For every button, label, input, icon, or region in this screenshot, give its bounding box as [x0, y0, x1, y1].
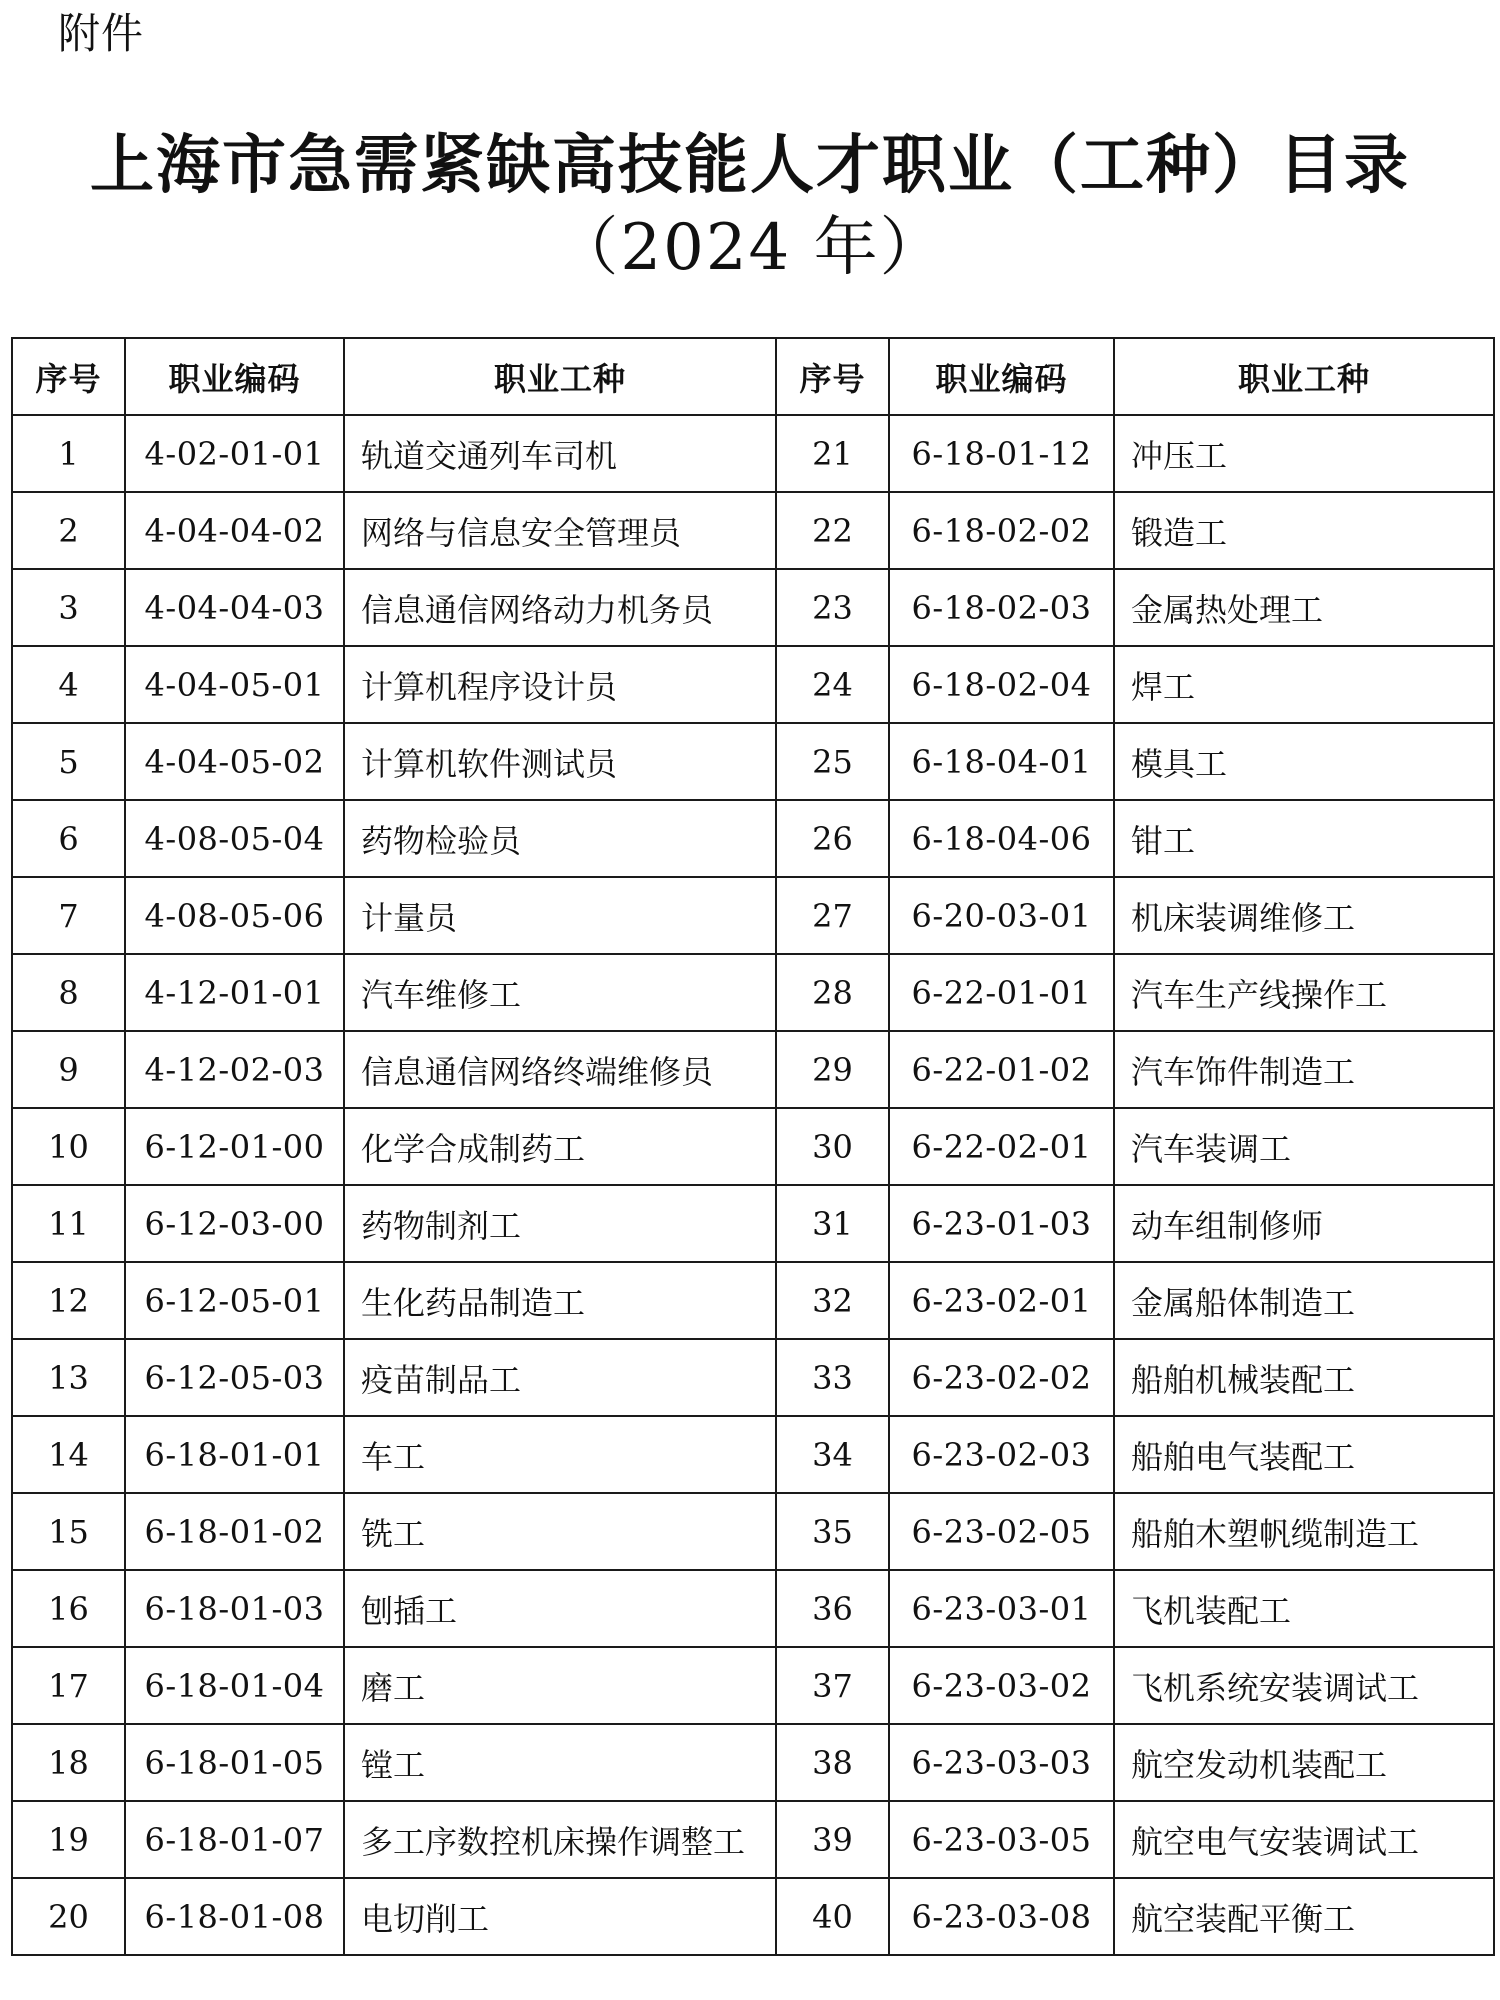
seq-cell: 21: [776, 415, 889, 492]
seq-cell: 12: [12, 1262, 125, 1339]
occupation-cell: 航空装配平衡工: [1114, 1878, 1494, 1955]
code-cell: 6-22-01-01: [889, 954, 1114, 1031]
table-row: [12, 1185, 1494, 1262]
seq-cell: 15: [12, 1493, 125, 1570]
occupation-cell: 车工: [344, 1416, 776, 1493]
code-cell: 6-12-01-00: [125, 1108, 344, 1185]
header-occupation-left: 职业工种: [344, 338, 776, 415]
table-row: [12, 415, 1494, 492]
seq-cell: 26: [776, 800, 889, 877]
table-row: [12, 569, 1494, 646]
seq-cell: 36: [776, 1570, 889, 1647]
occupation-cell: 计算机软件测试员: [344, 723, 776, 800]
occupation-cell: 轨道交通列车司机: [344, 415, 776, 492]
code-cell: 4-12-02-03: [125, 1031, 344, 1108]
occupation-cell: 船舶电气装配工: [1114, 1416, 1494, 1493]
table-row: [12, 723, 1494, 800]
document-title: [0, 126, 1500, 288]
seq-cell: 40: [776, 1878, 889, 1955]
seq-cell: 22: [776, 492, 889, 569]
seq-cell: 14: [12, 1416, 125, 1493]
seq-cell: 29: [776, 1031, 889, 1108]
table-row: [12, 492, 1494, 569]
seq-cell: 28: [776, 954, 889, 1031]
title-year: （2024 年）: [554, 211, 946, 285]
code-cell: 6-22-02-01: [889, 1108, 1114, 1185]
table-row: [12, 1801, 1494, 1878]
seq-cell: 24: [776, 646, 889, 723]
occupation-cell: 焊工: [1114, 646, 1494, 723]
occupation-cell: 化学合成制药工: [344, 1108, 776, 1185]
seq-cell: 23: [776, 569, 889, 646]
header-code-left: 职业编码: [125, 338, 344, 415]
occupation-cell: 模具工: [1114, 723, 1494, 800]
table-body: [12, 415, 1494, 1955]
header-seq-right: 序号: [776, 338, 889, 415]
code-cell: 6-18-01-01: [125, 1416, 344, 1493]
seq-cell: 6: [12, 800, 125, 877]
code-cell: 6-18-01-07: [125, 1801, 344, 1878]
seq-cell: 5: [12, 723, 125, 800]
code-cell: 6-23-03-01: [889, 1570, 1114, 1647]
table-row: [12, 1339, 1494, 1416]
code-cell: 6-18-02-04: [889, 646, 1114, 723]
occupation-cell: 铣工: [344, 1493, 776, 1570]
code-cell: 6-22-01-02: [889, 1031, 1114, 1108]
code-cell: 6-20-03-01: [889, 877, 1114, 954]
occupation-cell: 多工序数控机床操作调整工: [344, 1801, 776, 1878]
code-cell: 6-18-01-03: [125, 1570, 344, 1647]
seq-cell: 20: [12, 1878, 125, 1955]
table-row: [12, 646, 1494, 723]
occupation-cell: 机床装调维修工: [1114, 877, 1494, 954]
occupation-cell: 刨插工: [344, 1570, 776, 1647]
code-cell: 6-23-02-02: [889, 1339, 1114, 1416]
seq-cell: 7: [12, 877, 125, 954]
seq-cell: 10: [12, 1108, 125, 1185]
occupation-cell: 汽车生产线操作工: [1114, 954, 1494, 1031]
occupation-cell: 汽车饰件制造工: [1114, 1031, 1494, 1108]
seq-cell: 38: [776, 1724, 889, 1801]
table-row: [12, 1108, 1494, 1185]
occupation-cell: 磨工: [344, 1647, 776, 1724]
code-cell: 4-12-01-01: [125, 954, 344, 1031]
attachment-label: 附件: [58, 9, 145, 58]
occupation-cell: 动车组制修师: [1114, 1185, 1494, 1262]
code-cell: 6-18-01-05: [125, 1724, 344, 1801]
seq-cell: 4: [12, 646, 125, 723]
seq-cell: 11: [12, 1185, 125, 1262]
table-row: [12, 1724, 1494, 1801]
code-cell: 4-04-04-02: [125, 492, 344, 569]
code-cell: 6-12-05-03: [125, 1339, 344, 1416]
occupation-cell: 冲压工: [1114, 415, 1494, 492]
code-cell: 6-23-02-03: [889, 1416, 1114, 1493]
header-code-right: 职业编码: [889, 338, 1114, 415]
occupation-cell: 航空发动机装配工: [1114, 1724, 1494, 1801]
seq-cell: 1: [12, 415, 125, 492]
header-seq-left: 序号: [12, 338, 125, 415]
code-cell: 6-23-01-03: [889, 1185, 1114, 1262]
occupation-cell: 金属船体制造工: [1114, 1262, 1494, 1339]
table-row: [12, 1416, 1494, 1493]
occupation-cell: 电切削工: [344, 1878, 776, 1955]
code-cell: 6-23-03-02: [889, 1647, 1114, 1724]
code-cell: 6-23-02-01: [889, 1262, 1114, 1339]
table-row: [12, 1570, 1494, 1647]
occupation-cell: 镗工: [344, 1724, 776, 1801]
code-cell: 6-23-03-03: [889, 1724, 1114, 1801]
code-cell: 6-12-03-00: [125, 1185, 344, 1262]
code-cell: 6-18-01-02: [125, 1493, 344, 1570]
seq-cell: 16: [12, 1570, 125, 1647]
table-row: [12, 877, 1494, 954]
occupation-cell: 信息通信网络动力机务员: [344, 569, 776, 646]
table-row: [12, 954, 1494, 1031]
seq-cell: 33: [776, 1339, 889, 1416]
code-cell: 4-04-05-01: [125, 646, 344, 723]
seq-cell: 3: [12, 569, 125, 646]
table-row: [12, 800, 1494, 877]
code-cell: 6-18-02-02: [889, 492, 1114, 569]
seq-cell: 13: [12, 1339, 125, 1416]
occupation-cell: 锻造工: [1114, 492, 1494, 569]
code-cell: 6-23-03-05: [889, 1801, 1114, 1878]
occupation-cell: 钳工: [1114, 800, 1494, 877]
code-cell: 6-18-01-12: [889, 415, 1114, 492]
code-cell: 6-18-01-08: [125, 1878, 344, 1955]
occupation-cell: 药物制剂工: [344, 1185, 776, 1262]
code-cell: 4-04-04-03: [125, 569, 344, 646]
occupation-cell: 药物检验员: [344, 800, 776, 877]
table-header-row: [12, 338, 1494, 415]
seq-cell: 19: [12, 1801, 125, 1878]
code-cell: 6-12-05-01: [125, 1262, 344, 1339]
seq-cell: 30: [776, 1108, 889, 1185]
code-cell: 6-18-04-01: [889, 723, 1114, 800]
table-row: [12, 1493, 1494, 1570]
occupation-cell: 飞机装配工: [1114, 1570, 1494, 1647]
title-main: 上海市急需紧缺高技能人才职业（工种）目录: [90, 129, 1410, 203]
seq-cell: 32: [776, 1262, 889, 1339]
seq-cell: 39: [776, 1801, 889, 1878]
code-cell: 6-18-02-03: [889, 569, 1114, 646]
seq-cell: 25: [776, 723, 889, 800]
occupation-cell: 网络与信息安全管理员: [344, 492, 776, 569]
seq-cell: 35: [776, 1493, 889, 1570]
seq-cell: 34: [776, 1416, 889, 1493]
occupation-cell: 疫苗制品工: [344, 1339, 776, 1416]
table-row: [12, 1031, 1494, 1108]
seq-cell: 37: [776, 1647, 889, 1724]
occupation-cell: 船舶木塑帆缆制造工: [1114, 1493, 1494, 1570]
seq-cell: 8: [12, 954, 125, 1031]
header-occupation-right: 职业工种: [1114, 338, 1494, 415]
seq-cell: 2: [12, 492, 125, 569]
code-cell: 4-08-05-06: [125, 877, 344, 954]
code-cell: 4-02-01-01: [125, 415, 344, 492]
seq-cell: 9: [12, 1031, 125, 1108]
occupation-cell: 汽车维修工: [344, 954, 776, 1031]
occupation-cell: 船舶机械装配工: [1114, 1339, 1494, 1416]
occupation-catalog-table: [11, 337, 1495, 1956]
table-row: [12, 1647, 1494, 1724]
occupation-cell: 航空电气安装调试工: [1114, 1801, 1494, 1878]
seq-cell: 18: [12, 1724, 125, 1801]
code-cell: 4-08-05-04: [125, 800, 344, 877]
table-row: [12, 1878, 1494, 1955]
code-cell: 6-18-04-06: [889, 800, 1114, 877]
table-row: [12, 1262, 1494, 1339]
occupation-cell: 生化药品制造工: [344, 1262, 776, 1339]
occupation-cell: 信息通信网络终端维修员: [344, 1031, 776, 1108]
seq-cell: 27: [776, 877, 889, 954]
occupation-cell: 计算机程序设计员: [344, 646, 776, 723]
occupation-cell: 计量员: [344, 877, 776, 954]
seq-cell: 31: [776, 1185, 889, 1262]
occupation-cell: 汽车装调工: [1114, 1108, 1494, 1185]
code-cell: 6-23-03-08: [889, 1878, 1114, 1955]
occupation-cell: 金属热处理工: [1114, 569, 1494, 646]
code-cell: 4-04-05-02: [125, 723, 344, 800]
code-cell: 6-23-02-05: [889, 1493, 1114, 1570]
occupation-cell: 飞机系统安装调试工: [1114, 1647, 1494, 1724]
code-cell: 6-18-01-04: [125, 1647, 344, 1724]
seq-cell: 17: [12, 1647, 125, 1724]
